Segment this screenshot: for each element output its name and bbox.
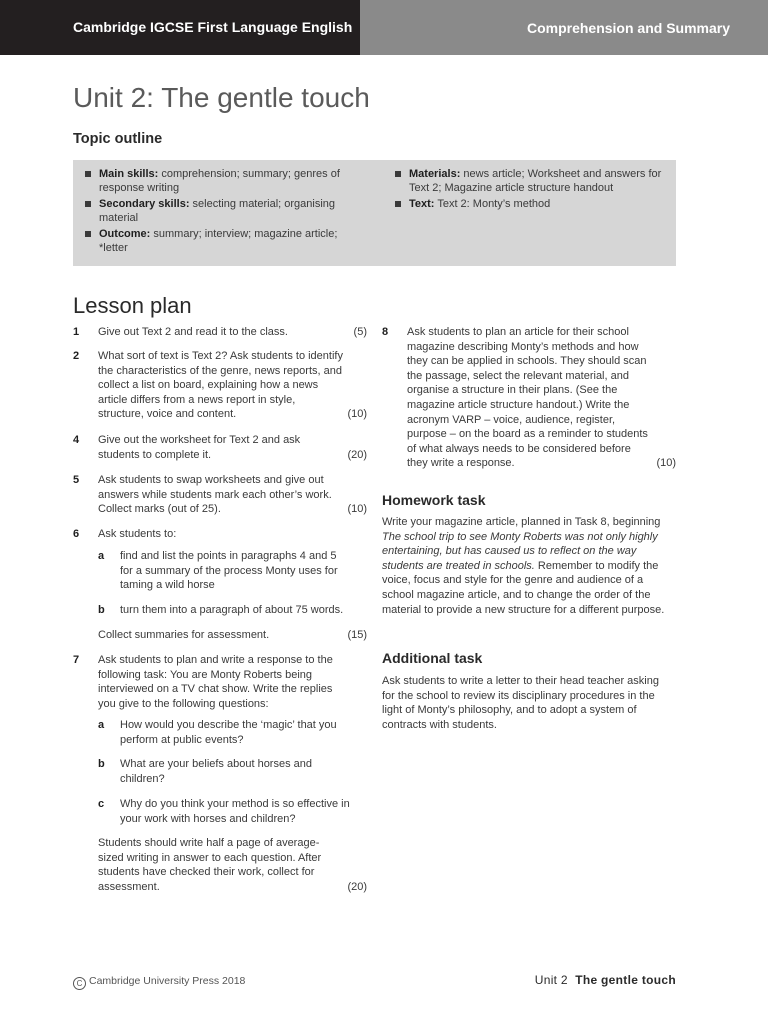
outline-label: Materials: [409, 168, 461, 180]
homework-quote: The school trip to see Monty Roberts was not only highly entertaining, but has caused us to reflect on the way students are treated in schools. [382, 530, 658, 572]
lesson-subitem [73, 797, 367, 826]
page-title: Unit 2: The gentle touch [73, 82, 370, 113]
outline-text: summary; interview; magazine article; *letter [99, 228, 338, 254]
item-after-text: Collect summaries for assessment. [98, 629, 270, 641]
outline-bullet-text [395, 197, 663, 211]
item-text: Give out the worksheet for Text 2 and ask students to complete it. [98, 434, 301, 461]
footer-unit-name: The gentle touch [575, 973, 676, 987]
outline-bullet-secondary-skills [85, 197, 360, 225]
homework-text-start: Write your magazine article, planned in Task 8, beginning [382, 516, 661, 528]
outline-label: Outcome: [99, 228, 151, 240]
lesson-item-footer [73, 628, 367, 643]
outline-text: news article; Worksheet and answers for Text 2; Magazine article structure handout [409, 168, 662, 194]
subitem-text: What are your beliefs about horses and children? [120, 758, 313, 785]
item-number: 7 [73, 654, 80, 666]
outline-text: comprehension; summary; genres of response writing [99, 168, 340, 194]
item-marks: (5) [353, 326, 367, 338]
homework-text [382, 515, 672, 617]
item-text: Ask students to plan and write a response to the following task: You are Monty Roberts being interviewed on a TV chat show. Write the replies you give to the following questions: [98, 654, 333, 710]
footer-unit-label: Unit 2 [534, 973, 568, 987]
lesson-subitem [73, 757, 367, 786]
square-bullet-icon [395, 171, 401, 177]
item-number: 5 [73, 474, 80, 486]
lesson-subitem [73, 603, 367, 618]
item-number: 6 [73, 528, 80, 540]
copyright-icon: C [73, 977, 86, 990]
subitem-letter: a [98, 719, 105, 731]
square-bullet-icon [85, 231, 91, 237]
subitem-letter: a [98, 550, 105, 562]
lesson-item [73, 325, 367, 340]
outline-bullet-main-skills [85, 167, 360, 195]
outline-bullet-outcome [85, 227, 360, 255]
lesson-item [73, 527, 367, 542]
lesson-plan-heading: Lesson plan [73, 293, 192, 318]
item-text: Ask students to plan an article for their school magazine describing Monty’s methods and how they can be applied in schools. They should scan the passage, select the relevant material, and organise a structure in their plans. (See the magazine article structure handout.) Write the acronym VARP – voice, audience, register, purpose – on the board as a reminder to students of what always needs to be considered before they write a response. [407, 326, 648, 470]
item-after-text: Students should write half a page of average-sized writing in answer to each question. After students have checked their work, collect for assessment. [98, 837, 322, 893]
lesson-item [382, 325, 676, 471]
outline-label: Secondary skills: [99, 198, 190, 210]
item-text: Ask students to swap worksheets and give out answers while students mark each other’s work. Collect marks (out of 25). [98, 474, 332, 516]
lesson-item [73, 349, 367, 422]
additional-task-heading: Additional task [382, 650, 483, 666]
item-text: Give out Text 2 and read it to the class. [98, 326, 288, 338]
lesson-subitem [73, 549, 367, 593]
lesson-item-footer [73, 836, 367, 894]
header-book-title: Cambridge IGCSE First Language English [0, 0, 360, 55]
item-marks: (10) [347, 503, 367, 516]
item-marks: (15) [347, 629, 367, 641]
lesson-item [73, 473, 367, 517]
item-text: Ask students to: [98, 528, 177, 540]
subitem-text: Why do you think your method is so effective in your work with horses and children? [120, 798, 350, 825]
square-bullet-icon [395, 201, 401, 207]
item-marks: (20) [347, 880, 367, 893]
copyright-text: Cambridge University Press 2018 [89, 975, 246, 987]
item-marks: (10) [347, 408, 367, 421]
item-number: 1 [73, 326, 80, 338]
subitem-text: How would you describe the ‘magic’ that you perform at public events? [120, 719, 337, 746]
square-bullet-icon [85, 201, 91, 207]
lesson-item [73, 433, 367, 462]
outline-label: Main skills: [99, 168, 159, 180]
item-text: What sort of text is Text 2? Ask students to identify the characteristics of the genre, news reports, and collect a list on board, explaining how a news article differs from a news report in style, structure, voice and content. [98, 350, 343, 421]
subitem-letter: c [98, 798, 105, 810]
subitem-text: turn them into a paragraph of about 75 words. [120, 604, 344, 616]
item-number: 4 [73, 434, 80, 446]
square-bullet-icon [85, 171, 91, 177]
outline-text: Text 2: Monty’s method [434, 198, 551, 210]
homework-text-end: Remember to modify the voice, focus and style for the genre and audience of a school magazine article, and to change the order of the material to provide a new structure for a different purpose. [382, 559, 665, 616]
copyright-notice [73, 975, 245, 990]
topic-outline-heading: Topic outline [73, 131, 163, 147]
item-number: 2 [73, 350, 80, 362]
subitem-letter: b [98, 758, 105, 770]
topic-outline-left-column [85, 167, 360, 257]
topic-outline-right-column [395, 167, 663, 213]
additional-task-text: Ask students to write a letter to their head teacher asking for the school to review its disciplinary procedures in the light of Monty’s philosophy, and to adopt a system of contracts with students. [382, 675, 659, 731]
topic-outline-box [73, 160, 676, 266]
item-number: 8 [382, 326, 389, 338]
outline-text: selecting material; organising material [99, 198, 336, 224]
lesson-item [73, 653, 367, 711]
item-marks: (10) [656, 457, 676, 470]
outline-label: Text: [409, 198, 435, 210]
subitem-letter: b [98, 604, 105, 616]
lesson-subitem [73, 718, 367, 747]
footer-unit [535, 973, 676, 987]
item-marks: (20) [347, 448, 367, 461]
outline-bullet-materials [395, 167, 663, 195]
homework-heading: Homework task [382, 492, 486, 508]
subitem-text: find and list the points in paragraphs 4 and 5 for a summary of the process Monty uses for taming a wild horse [120, 550, 338, 592]
header-section-title: Comprehension and Summary [360, 0, 768, 55]
